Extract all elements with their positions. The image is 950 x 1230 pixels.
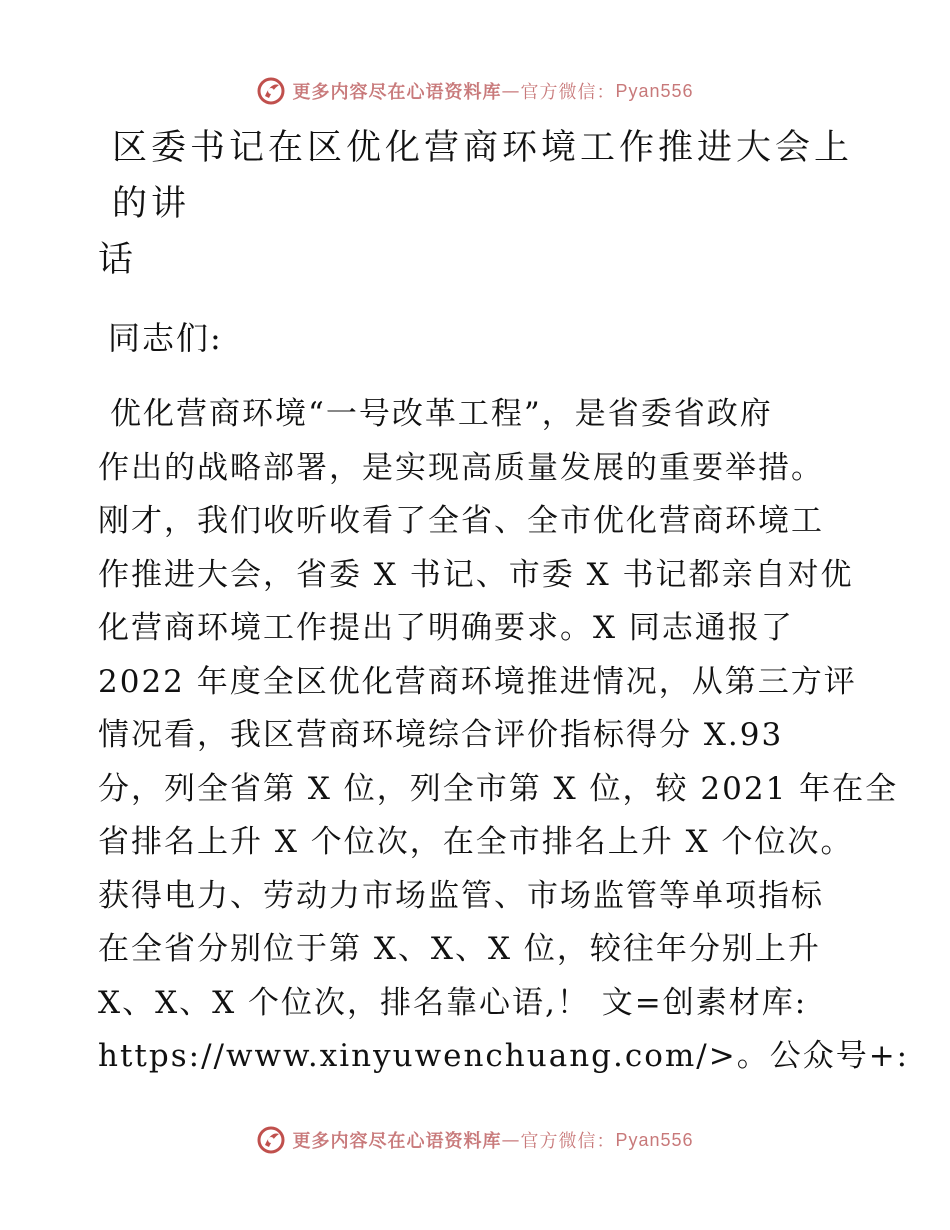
body-line: 作出的战略部署，是实现高质量发展的重要举措。 <box>98 449 824 486</box>
watermark-separator: — <box>501 80 521 102</box>
header-watermark <box>0 71 950 111</box>
body-line: 化营商环境工作提出了明确要求。X 同志通报了 <box>98 610 794 646</box>
brush-logo-icon <box>256 76 286 106</box>
watermark-main-text: 更多内容尽在心语资料库 <box>292 82 502 103</box>
watermark-contact-label: 官方微信： <box>520 82 616 103</box>
watermark-separator: — <box>501 1129 521 1151</box>
document-title <box>98 120 868 288</box>
body-line: 情况看，我区营商环境综合评价指标得分 X.93 <box>98 717 784 753</box>
body-line: 省排名上升 X 个位次，在全市排名上升 X 个位次。 <box>98 824 854 860</box>
salutation: 同志们: <box>108 319 223 357</box>
document-body <box>98 120 910 1084</box>
body-line: 作推进大会，省委 X 书记、市委 X 书记都亲自对优 <box>98 556 854 593</box>
body-line: 优化营商环境“一号改革工程”，是省委省政府 <box>110 396 773 432</box>
watermark-main-text: 更多内容尽在心语资料库 <box>292 1131 502 1152</box>
watermark-wechat-id: Pyan556 <box>615 1129 694 1150</box>
body-line: 2022 年度全区优化营商环境推进情况，从第三方评 <box>98 663 857 700</box>
body-line: 在全省分别位于第 X、X、X 位，较往年分别上升 <box>98 931 821 967</box>
body-line: 获得电力、劳动力市场监管、市场监管等单项指标 <box>98 877 824 914</box>
body-line: https://www.xinyuwenchuang.com/>。公众号+: <box>98 1038 910 1074</box>
brush-logo-icon <box>256 1125 286 1155</box>
body-line: X、X、X 个位次，排名靠心语,！ 文=创素材库: <box>98 984 808 1021</box>
body-line: 刚才，我们收听收看了全省、全市优化营商环境工 <box>98 503 824 539</box>
title-line-1: 区委书记在区优化营商环境工作推进大会上的讲 <box>112 128 854 224</box>
watermark-wechat-id: Pyan556 <box>615 80 694 101</box>
body-line: 分，列全省第 X 位，列全市第 X 位，较 2021 年在全 <box>98 770 899 807</box>
footer-watermark <box>0 1120 950 1160</box>
watermark-contact-label: 官方微信： <box>520 1131 616 1152</box>
title-line-2: 话 <box>98 240 138 280</box>
body-paragraph <box>98 388 910 1084</box>
